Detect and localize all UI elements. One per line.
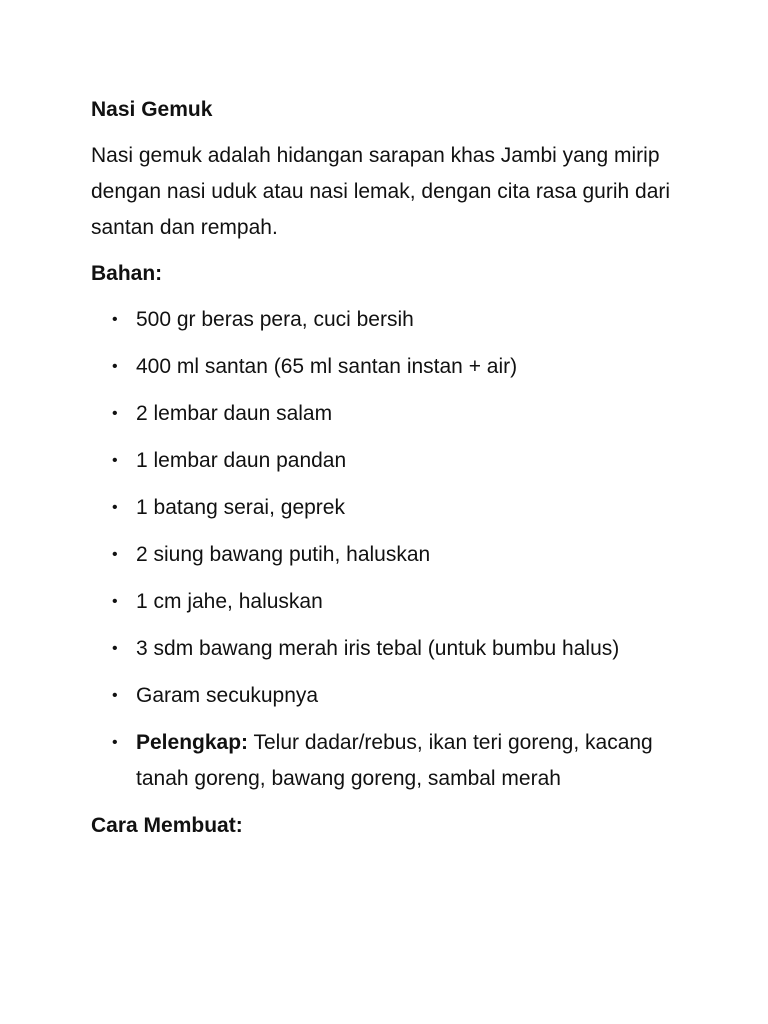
ingredient-item <box>91 396 691 432</box>
method-heading: Cara Membuat: <box>91 814 243 837</box>
ingredient-text: Garam secukupnya <box>136 684 319 707</box>
ingredient-item <box>91 631 691 667</box>
ingredient-item <box>91 443 691 479</box>
bullet-icon: • <box>112 687 118 704</box>
ingredient-text: Telur dadar/rebus, ikan teri goreng, kacang tanah goreng, bawang goreng, sambal merah <box>136 731 653 790</box>
bullet-icon: • <box>112 452 118 469</box>
ingredient-text: 3 sdm bawang merah iris tebal (untuk bumbu halus) <box>136 637 620 660</box>
bullet-icon: • <box>112 640 118 657</box>
recipe-title: Nasi Gemuk <box>91 98 213 121</box>
recipe-document <box>91 92 691 844</box>
ingredient-text: 1 batang serai, geprek <box>136 496 345 519</box>
ingredient-text: 2 lembar daun salam <box>136 402 333 425</box>
ingredient-item <box>91 725 691 797</box>
ingredient-item <box>91 678 691 714</box>
bullet-icon: • <box>112 593 118 610</box>
bullet-icon: • <box>112 546 118 563</box>
ingredient-text: 2 siung bawang putih, haluskan <box>136 543 431 566</box>
ingredient-item <box>91 584 691 620</box>
ingredient-text: 400 ml santan (65 ml santan instan + air) <box>136 355 518 378</box>
ingredient-item <box>91 490 691 526</box>
bullet-icon: • <box>112 734 118 751</box>
ingredients-list <box>91 302 691 797</box>
bullet-icon: • <box>112 499 118 516</box>
ingredient-text: 500 gr beras pera, cuci bersih <box>136 308 414 331</box>
ingredient-text: 1 cm jahe, haluskan <box>136 590 323 613</box>
bullet-icon: • <box>112 311 118 328</box>
bullet-icon: • <box>112 358 118 375</box>
ingredient-item <box>91 302 691 338</box>
ingredient-lead-label: Pelengkap: <box>136 731 249 754</box>
ingredient-item <box>91 349 691 385</box>
ingredients-heading: Bahan: <box>91 262 163 285</box>
ingredient-text: 1 lembar daun pandan <box>136 449 347 472</box>
recipe-intro: Nasi gemuk adalah hidangan sarapan khas Jambi yang mirip dengan nasi uduk atau nasi lemak, dengan cita rasa gurih dari santan dan rempah. <box>91 144 671 239</box>
ingredient-item <box>91 537 691 573</box>
bullet-icon: • <box>112 405 118 422</box>
